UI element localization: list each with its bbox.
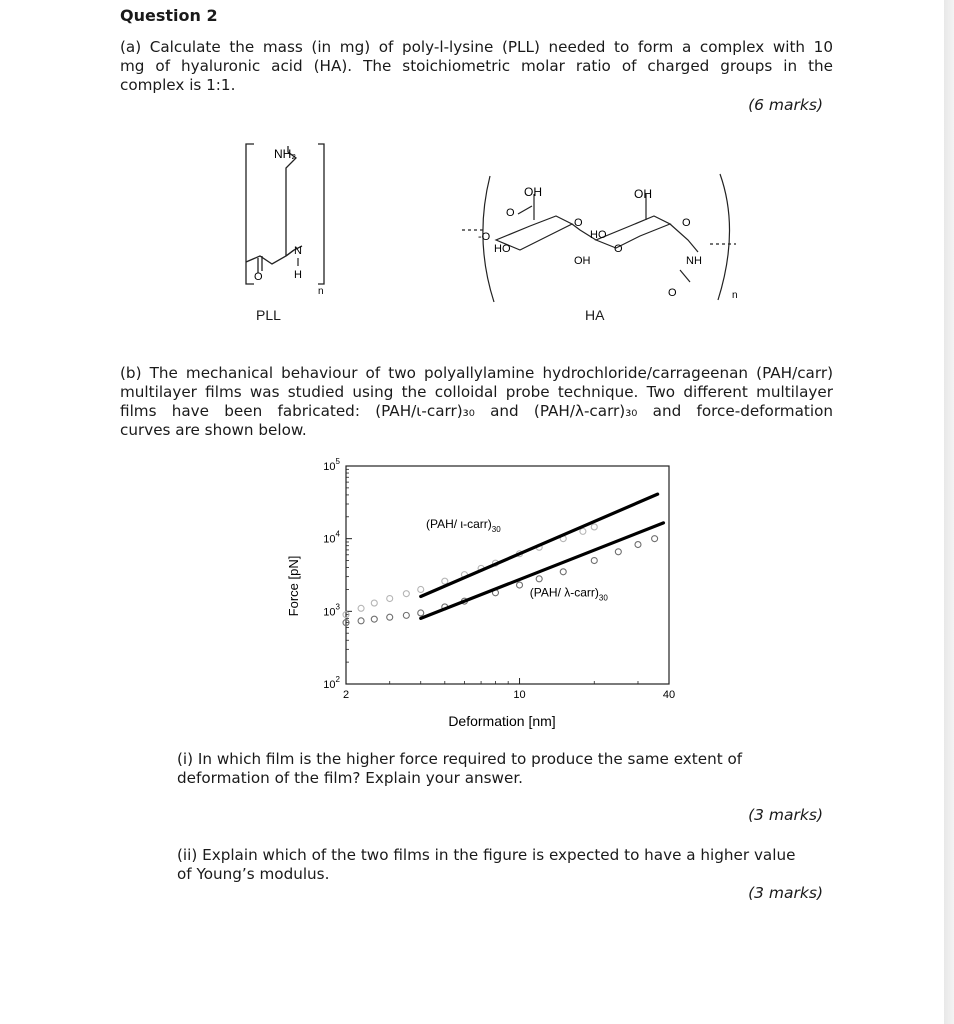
part-b-i-line: deformation of the film? Explain your answer. (177, 769, 523, 787)
lambda-carr-data-point (635, 542, 641, 548)
lambda-carr-data-point (358, 618, 364, 624)
part-a-line: (a) Calculate the mass (in mg) of poly-l-lysine (PLL) needed to form a complex with 10 (120, 38, 833, 56)
ha-oh-right: OH (634, 187, 652, 201)
lambda-carr-fit-line (421, 523, 664, 619)
pll-nh2-label: NH₂ (274, 147, 296, 161)
part-b-text (120, 364, 833, 440)
part-a-marks: (6 marks) (748, 96, 823, 114)
page-edge-shadow (944, 0, 954, 1024)
ha-oh-left: OH (524, 185, 542, 199)
iota-carr-data-point (580, 528, 586, 534)
ha-caption: HA (585, 307, 605, 323)
y-tick-label: $10^4$ (323, 529, 340, 546)
ha-o-ring1: O (506, 207, 515, 219)
iota-carr-data-point (371, 600, 377, 606)
lambda-carr-data-point (371, 616, 377, 622)
plot-frame (346, 466, 669, 684)
ha-oh-bottom: OH (574, 255, 591, 267)
force-deformation-chart (280, 452, 700, 738)
lambda-carr-data-point (591, 558, 597, 564)
part-a-line: mg of hyaluronic acid (HA). The stoichiometric molar ratio of charged groups in the (120, 57, 833, 75)
part-b-i-text (177, 750, 833, 788)
ha-structure (456, 170, 756, 310)
part-a-line: complex is 1:1. (120, 76, 236, 94)
iota-carr-data-point (418, 586, 424, 592)
part-b-line: curves are shown below. (120, 421, 307, 439)
iota-carr-data-point (358, 605, 364, 611)
lambda-carr-series-label: (PAH/ $\lambda-carr)_{30}$ (529, 585, 608, 603)
part-b-line: (b) The mechanical behaviour of two polyallylamine hydrochloride/carrageenan (PAH/carr) (120, 364, 833, 382)
iota-carr-series-label: (PAH/ $\iota-carr)_{30}$ (425, 517, 501, 535)
part-b-line: multilayer films was studied using the colloidal probe technique. Two different multilayer (120, 383, 833, 401)
ha-ho-mid: HO (590, 229, 607, 241)
ha-o-carboxyl: O (682, 217, 691, 229)
x-tick-label: 2 (342, 689, 350, 701)
iota-carr-data-point (442, 578, 448, 584)
pll-n-label: N (294, 245, 302, 257)
lambda-carr-data-point (652, 536, 658, 542)
lambda-carr-data-point (387, 614, 393, 620)
iota-carr-data-point (387, 596, 393, 602)
iota-carr-data-point (591, 524, 597, 530)
part-b-ii-line: of Young’s modulus. (177, 865, 330, 883)
part-b-ii-marks: (3 marks) (748, 884, 823, 902)
lambda-carr-data-point (560, 569, 566, 575)
y-tick-label: $10^2$ (323, 675, 340, 691)
x-tick-label: 40 (662, 689, 676, 701)
part-b-line: films have been fabricated: (PAH/ι-carr)₃₀ and (PAH/λ-carr)₃₀ and force-deformation (120, 402, 833, 420)
y-tick-label: $10^3$ (323, 602, 340, 619)
pll-structure (236, 138, 336, 298)
ha-o-acetyl: O (668, 287, 677, 299)
ha-o-link: -O (478, 231, 491, 243)
iota-carr-data-point (403, 591, 409, 597)
lambda-carr-data-point (517, 582, 523, 588)
pll-caption: PLL (256, 307, 281, 323)
iota-carr-fit-line (421, 494, 658, 596)
part-b-ii-line: (ii) Explain which of the two films in the figure is expected to have a higher value (177, 846, 796, 864)
y-axis-label: Force [pN] (286, 555, 301, 617)
pll-h-label: H (294, 269, 302, 281)
part-a-text (120, 38, 833, 95)
y-tick-label: $10^5$ (323, 457, 340, 473)
x-axis-label: Deformation [nm] (448, 713, 556, 729)
ha-nh-label: NH (686, 255, 702, 267)
ha-ho-left: HO (494, 243, 511, 255)
lambda-carr-data-point (536, 576, 542, 582)
lambda-carr-data-point (418, 610, 424, 616)
part-b-ii-text (177, 846, 833, 884)
part-b-i-marks: (3 marks) (748, 806, 823, 824)
x-tick-label: 10 (513, 689, 526, 701)
part-b-i-line: (i) In which film is the higher force required to produce the same extent of (177, 750, 743, 768)
lambda-carr-data-point (403, 612, 409, 618)
lambda-carr-data-point (615, 549, 621, 555)
ha-o-ring2: O (574, 217, 583, 229)
question-title: Question 2 (120, 6, 218, 25)
pll-o-label: O (254, 271, 263, 283)
ha-n-subscript: n (732, 290, 738, 301)
pll-n-subscript: n (318, 286, 324, 297)
ha-o-mid: O (614, 243, 623, 255)
